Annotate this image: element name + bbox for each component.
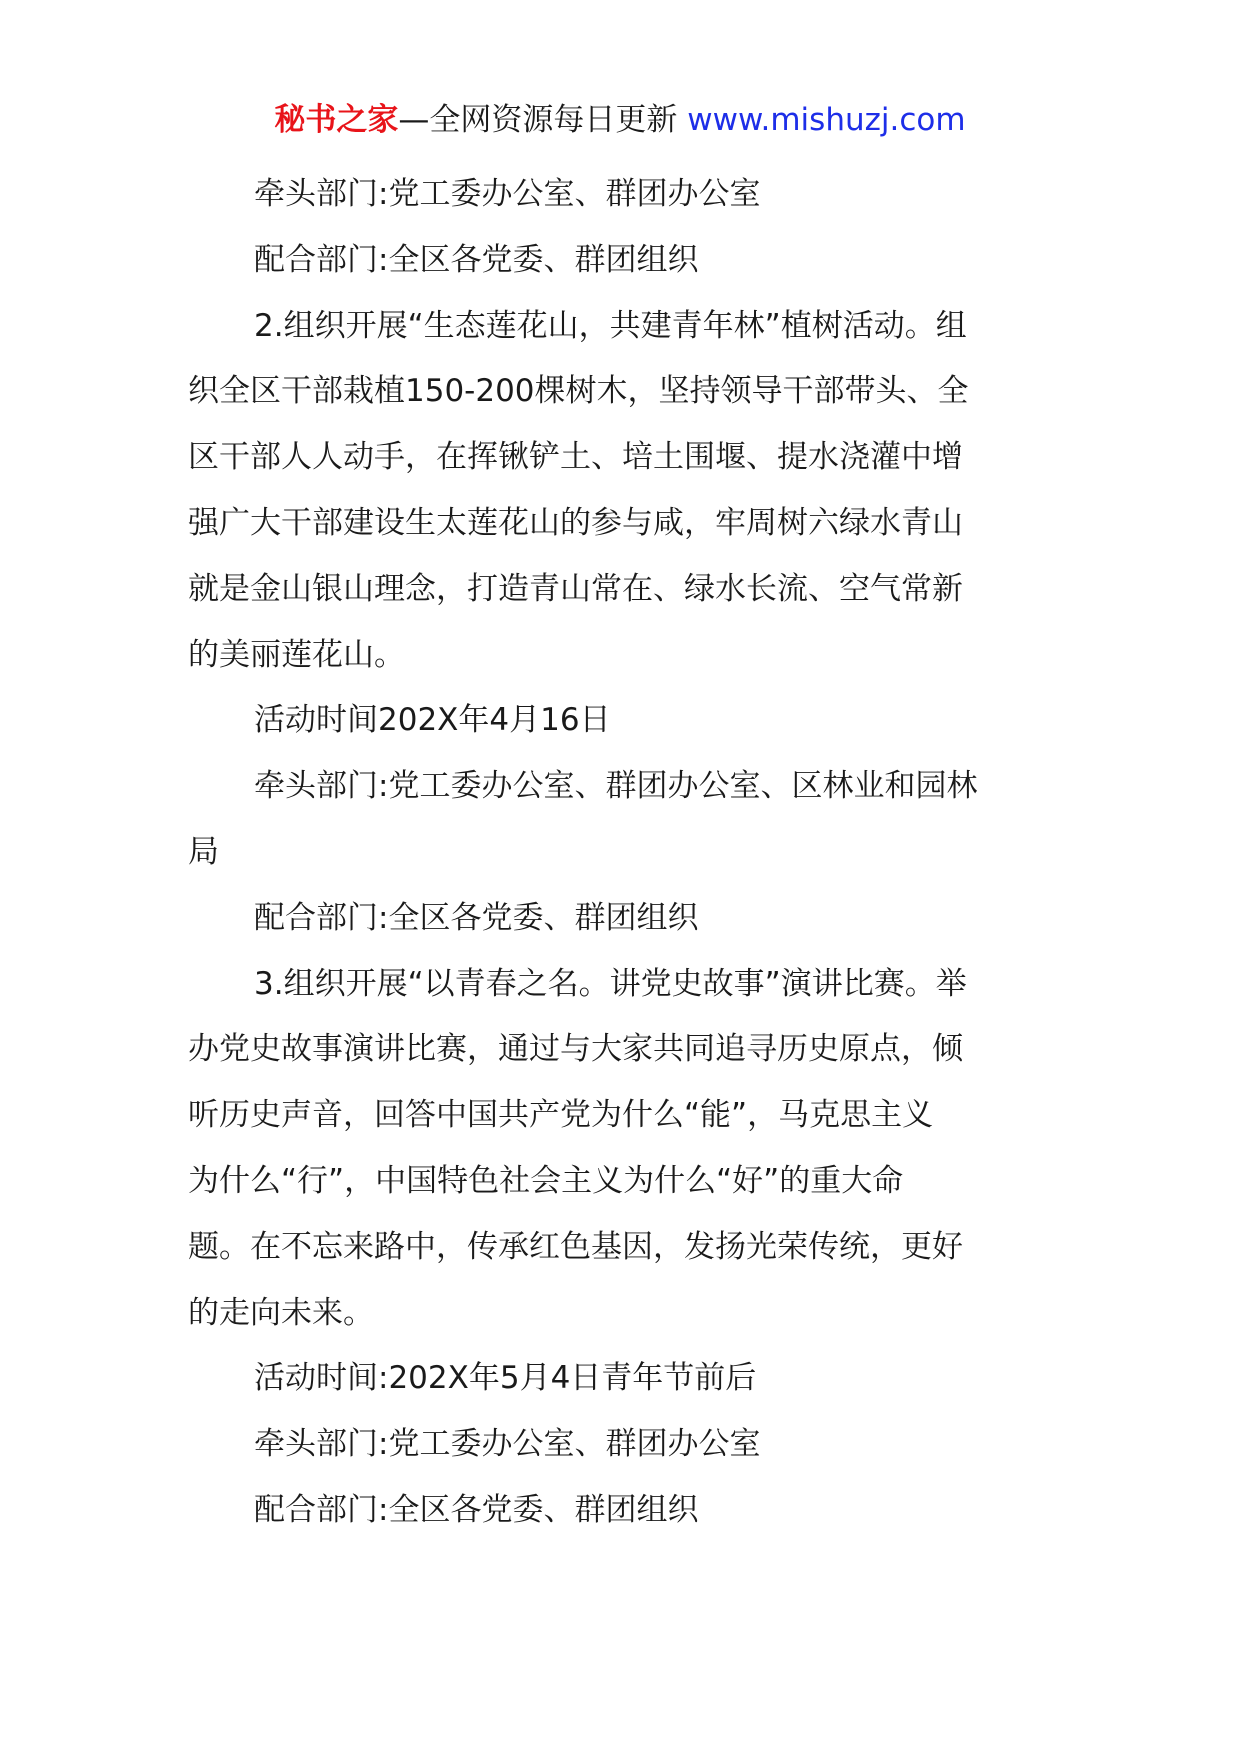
item-3-paragraph-line: 的走向未来。 — [188, 1294, 374, 1331]
activity-time-line: 活动时间202X年4月16日 — [254, 702, 611, 739]
item-2-paragraph-line: 织全区干部栽植150-200棵树木，坚持领导干部带头、全 — [188, 373, 969, 410]
lead-department-line: 牵头部门:党工委办公室、群团办公室、区林业和园林 — [254, 768, 978, 805]
item-3-paragraph-line: 3.组织开展“以青春之名。讲党史故事”演讲比赛。举 — [254, 965, 967, 1002]
header-slogan: —全网资源每日更新 — [398, 102, 678, 138]
item-3-paragraph-line: 为什么“行”，中国特色社会主义为什么“好”的重大命 — [188, 1162, 904, 1199]
brand-name: 秘书之家 — [274, 102, 399, 138]
support-department-line: 配合部门:全区各党委、群团组织 — [254, 899, 699, 936]
page-header — [0, 100, 1240, 140]
item-2-paragraph-line: 2.组织开展“生态莲花山，共建青年林”植树活动。组 — [254, 307, 967, 344]
support-department-line: 配合部门:全区各党委、群团组织 — [254, 1491, 699, 1528]
lead-department-line-continued: 局 — [188, 833, 219, 870]
lead-department-line: 牵头部门:党工委办公室、群团办公室 — [254, 176, 761, 212]
lead-department-line: 牵头部门:党工委办公室、群团办公室 — [254, 1426, 761, 1463]
item-2-paragraph-line: 区干部人人动手，在挥锹铲土、培土围堰、提水浇灌中增 — [188, 439, 963, 476]
activity-time-line: 活动时间:202X年5月4日青年节前后 — [254, 1360, 757, 1397]
website-link[interactable]: www.mishuzj.com — [687, 102, 966, 138]
item-3-paragraph-line: 听历史声音，回答中国共产党为什么“能”，马克思主义 — [188, 1097, 934, 1134]
support-department-line: 配合部门:全区各党委、群团组织 — [254, 241, 699, 278]
item-3-paragraph-line: 办党史故事演讲比赛，通过与大家共同追寻历史原点，倾 — [188, 1031, 963, 1068]
document-body — [188, 162, 1068, 1544]
item-2-paragraph-line: 的美丽莲花山。 — [188, 636, 405, 673]
item-3-paragraph-line: 题。在不忘来路中，传承红色基因，发扬光荣传统，更好 — [188, 1228, 963, 1265]
item-2-paragraph-line: 强广大干部建设生太莲花山的参与咸，牢周树六绿水青山 — [188, 504, 963, 541]
item-2-paragraph-line: 就是金山银山理念，打造青山常在、绿水长流、空气常新 — [188, 570, 963, 607]
